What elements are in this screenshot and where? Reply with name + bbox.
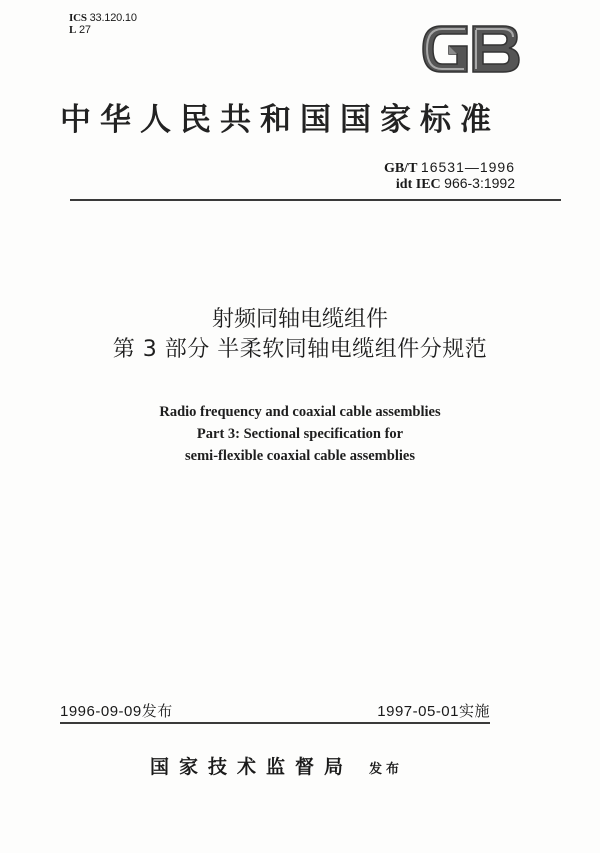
chinese-title [0,305,600,365]
class-line [69,24,137,36]
standard-number-block [384,160,515,192]
footer-divider [60,722,490,724]
equivalence-prefix: idt IEC [395,177,441,192]
english-title [0,401,600,467]
classification-codes [69,12,137,36]
equivalence-number: 966-3:1992 [444,175,515,191]
ics-line [69,12,137,24]
ics-label: ICS [69,12,87,24]
standard-code-line [384,160,515,176]
header-divider [70,199,561,201]
chinese-title-line-1: 射频同轴电缆组件 [211,307,388,332]
implementation-date: 1997-05-01实施 [377,703,490,720]
gb-logo-icon [419,22,523,76]
english-title-line-2: Part 3: Sectional specification for [196,426,404,442]
chinese-title-line-2: 第 3 部分 半柔软同轴电缆组件分规范 [112,337,488,362]
issuing-authority [150,752,490,779]
class-code: 27 [79,24,91,36]
national-standard-title: 中华人民共和国国家标准 [60,102,500,138]
publish-date: 1996-09-09发布 [60,703,173,720]
class-label: L [69,24,77,36]
issuer-name: 国家技术监督局 [150,756,354,778]
equivalence-line [384,176,515,192]
ics-code: 33.120.10 [89,12,137,24]
english-title-line-3: semi-flexible coaxial cable assemblies [185,448,415,464]
issuer-action: 发布 [369,762,404,777]
standard-code-prefix: GB/T [383,161,418,176]
english-title-line-1: Radio frequency and coaxial cable assemblies [159,404,441,420]
standard-number: 16531—1996 [420,159,515,175]
